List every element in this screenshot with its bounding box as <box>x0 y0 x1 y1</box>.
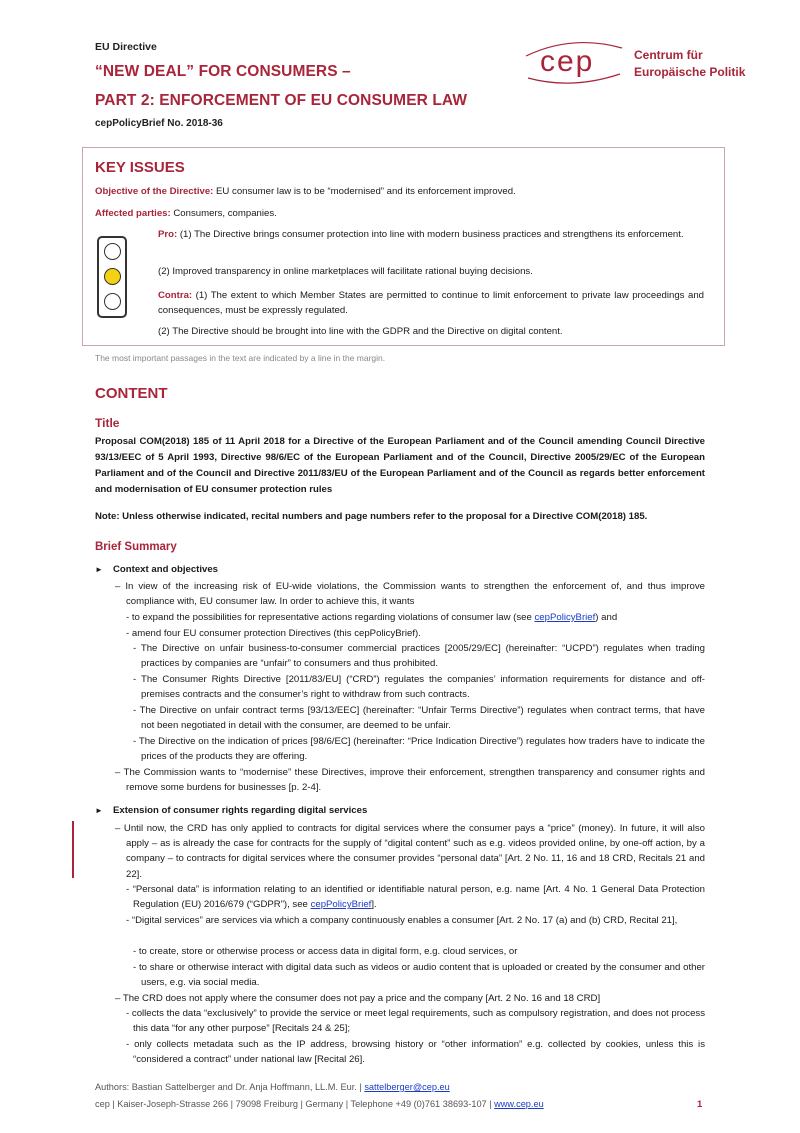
s2-dash1: – Until now, the CRD has only applied to contracts for digital services where the consumer pays a “price” (money). In future, it will also apply – as is already the case for contracts for the supply of “digital content” such as e.g. videos provided online, by one-off action, by a company – to contracts for digital services where the consumer provides “personal data” [Art. 2 No. 11, 16 and 18 CRD, Recitals 21 and 22]. <box>115 823 705 880</box>
s1-dash2-text: The Commission wants to “modernise” these Directives, improve their enforcement, strengthen transparency and consumer rights and remove some burdens for businesses [p. 2-4]. <box>123 767 705 794</box>
s1-sub2: - amend four EU consumer protection Directives (this cepPolicyBrief). <box>126 628 421 639</box>
affected-label: Affected parties: <box>95 208 171 219</box>
doc-type-label: EU Directive <box>95 41 157 53</box>
arrow-right-icon: ► <box>95 565 103 574</box>
traffic-light-yellow-icon <box>97 236 127 318</box>
yellow-lamp <box>104 268 121 285</box>
s1-subsub4-text: The Directive on the indication of prices [98/6/EC] (hereinafter: “Price Indication Directive”) regulates how traders have to indicate the prices of the products they are offering. <box>138 736 705 763</box>
page-number: 1 <box>697 1099 703 1110</box>
section-context-label: Context and objectives <box>113 564 219 575</box>
contra-2: (2) The Directive should be brought into line with the GDPR and the Directive on digital content. <box>158 326 563 337</box>
objective-text: EU consumer law is to be “modernised” and its enforcement improved. <box>216 186 516 197</box>
section-digital-heading <box>95 805 367 816</box>
s2-sub4: - only collects metadata such as the IP address, browsing history or “other information” e.g. collected by cookies, unless this is “considered a contract” under national law [Recital 26]. <box>126 1039 705 1066</box>
section-context-heading <box>95 564 218 575</box>
s1-subsub2-text: The Consumer Rights Directive [2011/83/EU] (“CRD”) regulates the companies’ information requirements for distance and off-premises contracts and the consumer’s right to withdraw from such contracts. <box>140 674 706 701</box>
s2-sub1-text: “Personal data” is information relating to an identified or identifiable natural person, e.g. name [Art. 4 No. 1 General Data Protection Regulation (EU) 2016/679 (“GDPR”), see <box>132 884 705 911</box>
s2-subsub2: - to share or otherwise interact with digital data such as videos or audio content that is uploaded or created by the consumer and other users, e.g. via social media. <box>133 962 705 989</box>
objective-line <box>95 185 516 199</box>
footer-authors-text: Authors: Bastian Sattelberger and Dr. Anja Hoffmann, LL.M. Eur. | <box>95 1082 365 1092</box>
logo-org-line1: Centrum für <box>634 48 703 62</box>
s2-dash2: – The CRD does not apply where the consumer does not pay a price and the company [Art. 2 No. 16 and 18 CRD] <box>115 993 601 1004</box>
content-heading: CONTENT <box>95 385 168 402</box>
logo-mark: cep <box>540 45 595 78</box>
s1-dash1: – In view of the increasing risk of EU-wide violations, the Commission wants to strengthen the enforcement of, and thus improve compliance with, EU consumer law. In order to achieve this, it wants <box>115 581 705 608</box>
author-email-link[interactable]: sattelberger@cep.eu <box>364 1082 450 1092</box>
s1-dash2: – The Commission wants to “modernise” these Directives, improve their enforcement, strengthen transparency and consumer rights and remove some burdens for businesses [p. 2-4]. <box>115 767 705 794</box>
cep-logo <box>522 38 754 88</box>
s2-sub1: - “Personal data” is information relating to an identified or identifiable natural person, e.g. name [Art. 4 No. 1 General Data Protection Regulation (EU) 2016/679 (“GDPR”), see cepPolicyBrief]. <box>126 884 705 911</box>
s1-subsub4: - The Directive on the indication of prices [98/6/EC] (hereinafter: “Price Indication Directive”) regulates how traders have to indicate the prices of the products they are offering. <box>133 736 705 763</box>
s1-subsub1-text: The Directive on unfair business-to-consumer commercial practices [2005/29/EC] (hereinafter: “UCPD”) regulates when trading practices by companies are “unfair” to consumers and thus prohibited. <box>140 643 706 670</box>
s1-subsub3-text: The Directive on unfair contract terms [93/13/EEC] (hereinafter: “Unfair Terms Directive”) regulates when contract terms, that have not been negotiated in detail with the consumer, are deemed to be unfair. <box>139 705 706 732</box>
footer-address <box>95 1099 544 1109</box>
s2-subsub2-text: to share or otherwise interact with digital data such as videos or audio content that is uploaded or created by the consumer and other users, e.g. via social media. <box>138 962 705 989</box>
brief-number: cepPolicyBrief No. 2018-36 <box>95 118 223 129</box>
pro-label: Pro: <box>158 229 178 240</box>
cep-policy-brief-link-1[interactable]: cepPolicyBrief <box>534 612 596 623</box>
s1-sub1-post: ) and <box>595 612 618 623</box>
contra-label: Contra: <box>158 290 193 301</box>
cep-policy-brief-link-2[interactable]: cepPolicyBrief <box>310 899 372 911</box>
doc-title-line1: “NEW DEAL” FOR CONSUMERS – <box>95 63 351 80</box>
contra-1-text: (1) The extent to which Member States are permitted to continue to limit enforcement to private law proceedings and consequences, must be expressly regulated. <box>158 290 704 316</box>
s2-subsub1: - to create, store or otherwise process or access data in digital form, e.g. cloud services, or <box>133 946 518 957</box>
s2-sub3: - collects the data “exclusively” to provide the service or meet legal requirements, such as compulsory registration, and does not process this data “for any other purpose” [Recitals 24 & 25]; <box>126 1008 705 1035</box>
section-digital-label: Extension of consumer rights regarding digital services <box>113 805 368 816</box>
s2-subsub1-text: to create, store or otherwise process or access data in digital form, e.g. cloud services, or <box>138 946 518 957</box>
s1-subsub3: - The Directive on unfair contract terms [93/13/EEC] (hereinafter: “Unfair Terms Directive”) regulates when contract terms, that have not been negotiated in detail with the consumer, are deemed to be unfair. <box>133 705 706 732</box>
logo-org-name <box>634 47 745 81</box>
s2-dash2-text: The CRD does not apply where the consumer does not pay a price and the company [Art. 2 No. 16 and 18 CRD] <box>122 993 601 1004</box>
brief-summary-heading: Brief Summary <box>95 541 177 553</box>
s1-subsub1: - The Directive on unfair business-to-consumer commercial practices [2005/29/EC] (hereinafter: “UCPD”) regulates when trading practices by companies are “unfair” to consumers and thus prohibited. <box>133 643 706 670</box>
pro-2: (2) Improved transparency in online marketplaces will facilitate rational buying decisions. <box>158 266 533 277</box>
key-issues-box <box>82 147 725 346</box>
pro-1 <box>158 228 704 243</box>
title-subheading: Title <box>95 416 120 430</box>
s2-dash1-text: Until now, the CRD has only applied to contracts for digital services where the consumer pays a “price” (money). In future, it will also apply – as is already the case for contracts for the supply of “digital content” such as e.g. videos provided online, by one-off action, by a company – to contracts for digital services where the consumer provides “personal data” [Art. 2 No. 11, 16 and 18 CRD, Recitals 21 and 22]. <box>123 823 705 880</box>
logo-org-line2: Europäische Politik <box>634 65 746 79</box>
s2-sub4-text: only collects metadata such as the IP address, browsing history or “other information” e.g. collected by cookies, unless this is “considered a contract” under national law [Recital 26]. <box>133 1039 705 1066</box>
s2-sub1-post: ]. <box>371 899 377 911</box>
s2-sub2-text: “Digital services” are services via which a company continuously enables a consumer [Art. 2 No. 17 (a) and (b) CRD, Recital 21], <box>131 915 678 926</box>
key-issues-title: KEY ISSUES <box>95 159 185 176</box>
margin-importance-bar <box>72 821 74 878</box>
s1-subsub2: - The Consumer Rights Directive [2011/83/EU] (“CRD”) regulates the companies’ information requirements for distance and off-premises contracts and the consumer’s right to withdraw from such contracts. <box>133 674 706 701</box>
s1-sub1: - to expand the possibilities for representative actions regarding violations of consumer law (see cepPolicyBrief) and <box>126 612 618 623</box>
footer-address-text: cep | Kaiser-Joseph-Strasse 266 | 79098 Freiburg | Germany | Telephone +49 (0)761 38693-107 | <box>95 1099 495 1109</box>
affected-text: Consumers, companies. <box>173 208 277 219</box>
contra-1 <box>158 289 704 318</box>
footer-authors <box>95 1082 450 1092</box>
margin-note: The most important passages in the text are indicated by a line in the margin. <box>95 353 386 363</box>
affected-line <box>95 207 277 221</box>
s1-sub2-text: amend four EU consumer protection Directives (this cepPolicyBrief). <box>131 628 421 639</box>
red-lamp <box>104 243 121 260</box>
objective-label: Objective of the Directive: <box>95 186 214 197</box>
arrow-right-icon: ► <box>95 806 103 815</box>
website-link[interactable]: www.cep.eu <box>494 1099 544 1109</box>
note-text: Note: Unless otherwise indicated, recital numbers and page numbers refer to the proposal for a Directive COM(2018) 185. <box>95 511 648 522</box>
s2-sub3-text: collects the data “exclusively” to provide the service or meet legal requirements, such as compulsory registration, and does not process this data “for any other purpose” [Recitals 24 & 25]; <box>131 1008 705 1035</box>
doc-title-line2: PART 2: ENFORCEMENT OF EU CONSUMER LAW <box>95 92 468 109</box>
s2-sub2: - “Digital services” are services via which a company continuously enables a consumer [Art. 2 No. 17 (a) and (b) CRD, Recital 21], <box>126 915 678 926</box>
s1-dash1-text: In view of the increasing risk of EU-wide violations, the Commission wants to strengthen the enforcement of, and thus improve compliance with, EU consumer law. In order to achieve this, it wants <box>125 581 705 608</box>
green-lamp <box>104 293 121 310</box>
title-text: Proposal COM(2018) 185 of 11 April 2018 for a Directive of the European Parliament and of the Council amending Council Directive 93/13/EEC of 5 April 1993, Directive 98/6/EC of the European Parliament and of the Council, Directive 2005/29/EC of the European Parliament and of the Council and Directive 2011/83/EU of the European Parliament and of the Council as regards better enforcement and modernisation of EU consumer protection rules <box>95 436 705 495</box>
s1-sub1-text: to expand the possibilities for representative actions regarding violations of consumer law (see <box>131 612 535 623</box>
pro-1-text: (1) The Directive brings consumer protection into line with modern business practices and strengthens its enforcement. <box>179 229 684 240</box>
